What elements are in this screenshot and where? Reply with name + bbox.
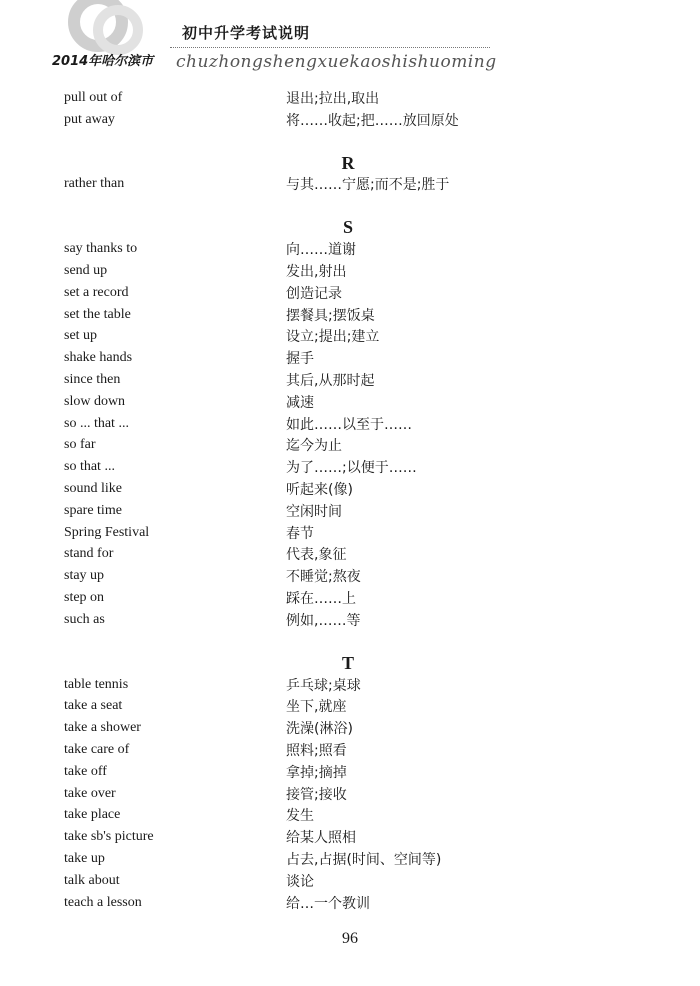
- english-phrase: take care of: [64, 742, 130, 758]
- chinese-meaning: 为了……;以便于……: [286, 460, 417, 477]
- header-pinyin: chuzhongshengxuekaoshishuoming: [176, 52, 497, 72]
- chinese-meaning: 摆餐具;摆饭桌: [286, 307, 375, 324]
- chinese-meaning: 将……收起;把……放回原处: [286, 112, 459, 129]
- phrase-entry: [64, 565, 644, 587]
- phrase-entry: [64, 609, 644, 631]
- chinese-meaning: 创造记录: [286, 285, 342, 302]
- english-phrase: set up: [64, 328, 98, 344]
- english-phrase: so that ...: [64, 459, 115, 475]
- phrase-entry: [64, 238, 644, 260]
- english-phrase: talk about: [64, 872, 120, 888]
- chinese-meaning: 拿掉;摘掉: [286, 764, 347, 781]
- english-phrase: stay up: [64, 568, 105, 584]
- page-number: 96: [342, 930, 358, 947]
- chinese-meaning: 谈论: [286, 873, 314, 890]
- english-phrase: take over: [64, 785, 116, 801]
- english-phrase: Spring Festival: [64, 524, 150, 540]
- phrase-entry: [64, 347, 644, 369]
- section-letter-heading: R: [341, 152, 355, 173]
- section-letter-heading: T: [341, 652, 354, 673]
- chinese-meaning: 如此……以至于……: [286, 416, 412, 433]
- chinese-meaning: 与其……宁愿;而不是;胜于: [286, 177, 450, 194]
- chinese-meaning: 不睡觉;熬夜: [286, 569, 361, 586]
- chinese-meaning: 洗澡(淋浴): [286, 721, 353, 738]
- english-phrase: slow down: [64, 393, 126, 409]
- header-title: 初中升学考试说明: [182, 24, 311, 42]
- english-phrase: rather than: [64, 176, 125, 192]
- chinese-meaning: 占去,占据(时间、空间等): [286, 852, 442, 868]
- english-phrase: take off: [64, 763, 107, 779]
- section-letter-heading: S: [342, 217, 353, 238]
- chinese-meaning: 空闲时间: [286, 503, 342, 520]
- chinese-meaning: 向……道谢: [286, 242, 356, 259]
- english-phrase: sound like: [64, 481, 122, 497]
- phrase-entry: [64, 848, 644, 870]
- phrase-entry: [64, 174, 644, 196]
- english-phrase: shake hands: [64, 350, 133, 366]
- english-phrase: take a shower: [64, 720, 141, 736]
- chinese-meaning: 例如,……等: [286, 612, 361, 629]
- chinese-meaning: 坐下,就座: [286, 699, 347, 716]
- english-phrase: take up: [64, 851, 105, 866]
- phrase-entry: [64, 304, 644, 326]
- phrase-entry: [64, 892, 644, 914]
- chinese-meaning: 发出,射出: [286, 264, 347, 281]
- english-phrase: since then: [64, 372, 121, 388]
- english-phrase: teach a lesson: [64, 894, 142, 910]
- header-year-city: 2014年哈尔滨市: [52, 54, 154, 69]
- chinese-meaning: 迄今为止: [286, 438, 342, 455]
- english-phrase: such as: [64, 611, 105, 627]
- english-phrase: set the table: [64, 306, 131, 322]
- chinese-meaning: 照料;照看: [286, 743, 347, 760]
- phrase-entry: [64, 391, 644, 413]
- phrase-entry: [64, 696, 644, 718]
- phrase-entry: [64, 326, 644, 348]
- english-phrase: table tennis: [64, 676, 129, 692]
- phrase-entry: [64, 369, 644, 391]
- chinese-meaning: 乒乓球;桌球: [286, 677, 361, 694]
- phrase-entry: [64, 260, 644, 282]
- english-phrase: so far: [64, 437, 96, 453]
- phrase-entry: [64, 413, 644, 435]
- section-spacer: [64, 131, 644, 152]
- phrase-entry: [64, 544, 644, 566]
- header-divider: [170, 47, 490, 48]
- chinese-meaning: 接管;接收: [286, 786, 347, 803]
- english-phrase: take a seat: [64, 698, 123, 714]
- chinese-meaning: 给…一个教训: [286, 895, 370, 912]
- phrase-entry: [64, 282, 644, 304]
- phrase-entry: [64, 826, 644, 848]
- phrase-list: [64, 87, 644, 914]
- english-phrase: take place: [64, 807, 121, 823]
- chinese-meaning: 给某人照相: [286, 830, 356, 847]
- chinese-meaning: 代表,象征: [286, 547, 347, 564]
- phrase-entry: [64, 739, 644, 761]
- phrase-entry: [64, 783, 644, 805]
- section-spacer: [64, 631, 644, 652]
- chinese-meaning: 其后,从那时起: [286, 373, 375, 390]
- english-phrase: stand for: [64, 546, 114, 562]
- chinese-meaning: 握手: [286, 351, 314, 368]
- phrase-entry: [64, 522, 644, 544]
- chinese-meaning: 春节: [286, 525, 314, 542]
- phrase-entry: [64, 456, 644, 478]
- chinese-meaning: 发生: [286, 808, 314, 825]
- section-spacer: [64, 195, 644, 216]
- phrase-entry: [64, 674, 644, 696]
- english-phrase: say thanks to: [64, 241, 138, 257]
- english-phrase: step on: [64, 590, 105, 606]
- phrase-entry: [64, 870, 644, 892]
- phrase-entry: [64, 87, 644, 109]
- english-phrase: set a record: [64, 284, 129, 300]
- phrase-entry: [64, 761, 644, 783]
- english-phrase: so ... that ...: [64, 415, 129, 431]
- english-phrase: pull out of: [64, 89, 123, 105]
- english-phrase: send up: [64, 263, 108, 279]
- chinese-meaning: 踩在……上: [286, 591, 356, 608]
- chinese-meaning: 减速: [286, 394, 314, 411]
- english-phrase: put away: [64, 111, 115, 127]
- phrase-entry: [64, 805, 644, 827]
- english-phrase: take sb's picture: [64, 829, 154, 845]
- phrase-entry: [64, 478, 644, 500]
- phrase-entry: [64, 587, 644, 609]
- chinese-meaning: 听起来(像): [286, 482, 353, 499]
- phrase-entry: [64, 500, 644, 522]
- phrase-entry: [64, 109, 644, 131]
- english-phrase: spare time: [64, 502, 122, 518]
- phrase-entry: [64, 435, 644, 457]
- chinese-meaning: 设立;提出;建立: [286, 329, 380, 346]
- chinese-meaning: 退出;拉出,取出: [286, 90, 380, 107]
- phrase-entry: [64, 717, 644, 739]
